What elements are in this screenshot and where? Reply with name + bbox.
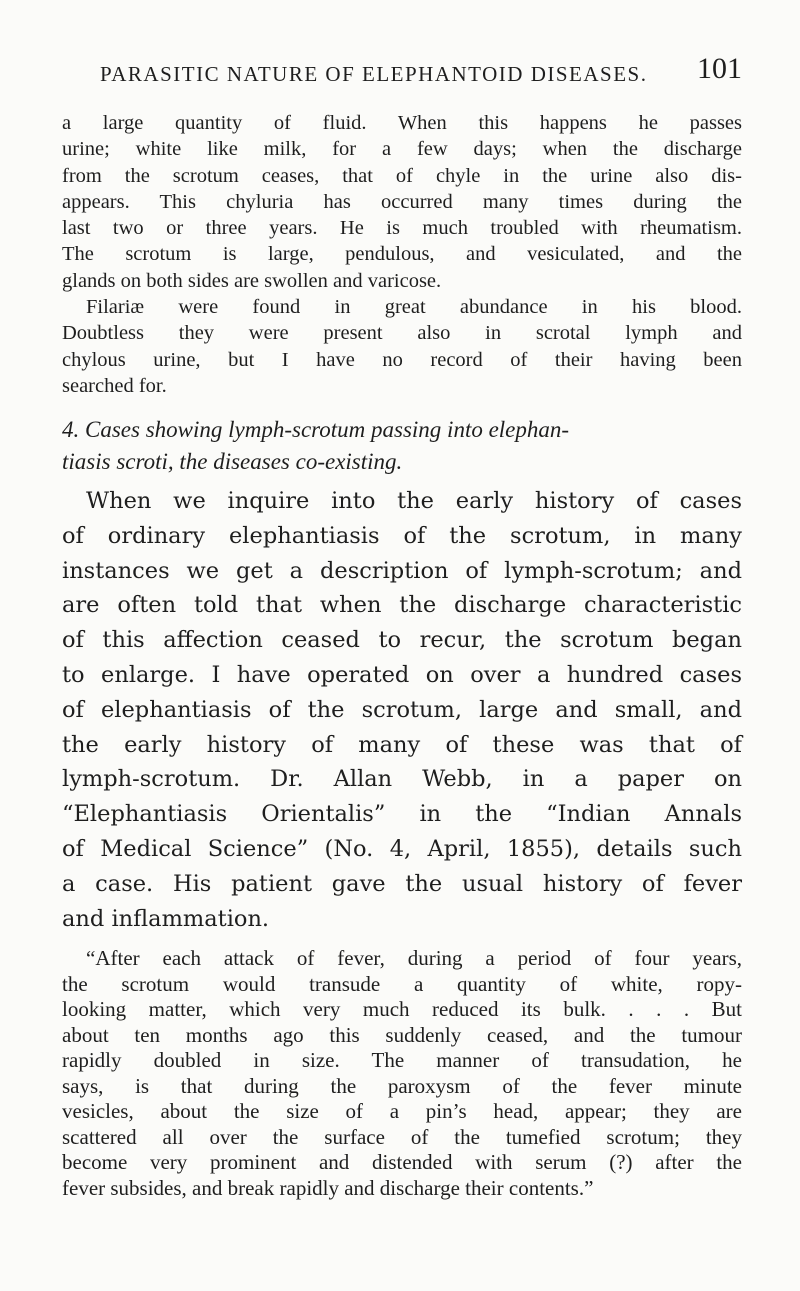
text-line: Doubtless they were present also in scrotal lymph and xyxy=(62,322,742,345)
text-line: “Elephantiasis Orientalis” in the “Indian Annals xyxy=(62,801,742,828)
text-line: glands on both sides are swollen and varicose. xyxy=(62,269,442,292)
text-line: lymph-scrotum. Dr. Allan Webb, in a paper on xyxy=(62,766,742,793)
filariae-paragraph xyxy=(62,294,742,399)
text-line: of this affection ceased to recur, the scrotum began xyxy=(62,627,742,654)
text-line: and inflammation. xyxy=(62,905,270,932)
text-line: of Medical Science” (No. 4, April, 1855), details such xyxy=(62,835,742,862)
text-line: from the scrotum ceases, that of chyle in the urine also dis- xyxy=(62,164,742,187)
section-heading xyxy=(62,417,742,481)
text-line: says, is that during the paroxysm of the fever minute xyxy=(62,1073,742,1098)
text-line: about ten months ago this suddenly ceased, and the tumour xyxy=(62,1022,742,1047)
text-line: become very prominent and distended with serum (?) after the xyxy=(62,1150,742,1174)
text-line: “After each attack of fever, during a period of four years, xyxy=(86,946,742,970)
page-number: 101 xyxy=(697,52,742,85)
text-line: of elephantiasis of the scrotum, large and small, and xyxy=(62,696,742,723)
running-head xyxy=(100,52,760,92)
text-line: the scrotum would transude a quantity of white, ropy- xyxy=(62,971,742,996)
text-line: looking matter, which very much reduced its bulk. . . . But xyxy=(62,997,742,1021)
text-line: Filariæ were found in great abundance in his blood. xyxy=(86,296,742,318)
text-line: scattered all over the surface of the tumefied scrotum; they xyxy=(62,1124,742,1149)
text-line: chylous urine, but I have no record of their having been xyxy=(62,348,742,371)
text-line: the early history of many of these was that of xyxy=(62,731,742,758)
text-line: The scrotum is large, pendulous, and vesiculated, and the xyxy=(62,243,742,266)
text-line: When we inquire into the early history of cases xyxy=(86,488,742,514)
section-heading-line: 4. Cases showing lymph-scrotum passing into elephan- xyxy=(62,417,570,442)
text-line: fever subsides, and break rapidly and discharge their contents.” xyxy=(62,1175,594,1200)
text-line: instances we get a description of lymph-scrotum; and xyxy=(62,557,742,584)
history-paragraph xyxy=(62,484,742,936)
text-line: vesicles, about the size of a pin’s head, appear; they are xyxy=(62,1099,742,1123)
case-description-paragraph xyxy=(62,110,742,294)
text-line: of ordinary elephantiasis of the scrotum, in many xyxy=(62,522,742,549)
text-line: a case. His patient gave the usual history of fever xyxy=(62,870,742,897)
text-line: last two or three years. He is much troubled with rheumatism. xyxy=(62,217,742,240)
text-line: rapidly doubled in size. The manner of transudation, he xyxy=(62,1048,742,1072)
text-line: to enlarge. I have operated on over a hundred cases xyxy=(62,661,742,688)
running-head-title: PARASITIC NATURE OF ELEPHANTOID DISEASES. xyxy=(100,62,648,86)
text-line: a large quantity of fluid. When this happens he passes xyxy=(62,112,742,134)
text-line: appears. This chyluria has occurred many times during the xyxy=(62,190,742,213)
text-line: urine; white like milk, for a few days; when the discharge xyxy=(62,138,742,161)
text-line: searched for. xyxy=(62,374,167,397)
quoted-passage xyxy=(62,946,742,1201)
text-line: are often told that when the discharge characteristic xyxy=(62,592,742,619)
section-heading-line: tiasis scroti, the diseases co-existing. xyxy=(62,449,403,474)
